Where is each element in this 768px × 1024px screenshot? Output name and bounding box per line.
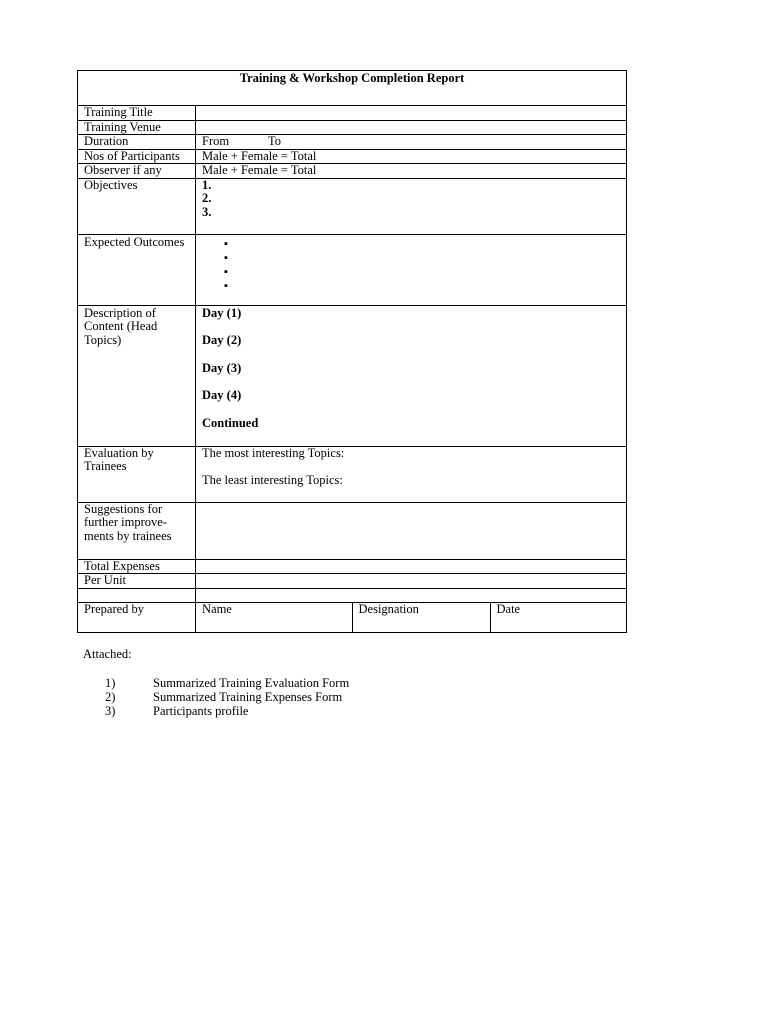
most-interesting-topics: The most interesting Topics: [202, 445, 345, 460]
bullet-icon [202, 264, 620, 278]
duration-to: To [268, 134, 282, 148]
bullet-icon [202, 236, 620, 250]
day-heading: Day (4) [202, 388, 242, 402]
bullet-icon [202, 278, 620, 292]
objective-item: 2. [202, 191, 212, 205]
name-field[interactable]: Name [196, 603, 352, 632]
suggestions-value[interactable] [196, 502, 627, 559]
description-label: Description of Content (Head Topics) [78, 305, 196, 446]
objective-item: 1. [202, 177, 212, 192]
continued-label: Continued [202, 415, 259, 430]
day-heading: Day (2) [202, 333, 242, 347]
per-unit-label: Per Unit [78, 574, 196, 589]
duration-label: Duration [78, 135, 196, 150]
least-interesting-topics: The least interesting Topics: [202, 473, 343, 487]
attached-list [105, 676, 349, 718]
prepared-by-fields [196, 602, 627, 632]
total-expenses-value[interactable] [196, 559, 627, 574]
list-item-number: 3) [105, 704, 116, 718]
completion-report-table [77, 70, 627, 633]
list-item-number: 2) [105, 690, 116, 704]
participants-label: Nos of Participants [78, 149, 196, 164]
expected-outcomes-label: Expected Outcomes [78, 234, 196, 305]
list-item [105, 704, 349, 718]
duration-value[interactable] [196, 135, 627, 150]
expected-outcomes-value[interactable] [196, 234, 627, 305]
attached-heading: Attached: [83, 647, 132, 661]
day-heading: Day (1) [202, 305, 242, 320]
list-item [105, 676, 349, 690]
list-item-text: Summarized Training Expenses Form [153, 690, 343, 704]
prepared-by-inner-table [196, 603, 626, 632]
training-venue-label: Training Venue [78, 120, 196, 135]
report-title: Training & Workshop Completion Report [78, 71, 627, 106]
training-title-value[interactable] [196, 106, 627, 121]
participants-value[interactable]: Male + Female = Total [196, 149, 627, 164]
evaluation-value[interactable] [196, 446, 627, 502]
observer-label: Observer if any [78, 164, 196, 179]
per-unit-value[interactable] [196, 574, 627, 589]
list-item-number: 1) [105, 676, 116, 690]
empty-value-cell[interactable] [196, 588, 627, 602]
suggestions-label: Suggestions for further improve-ments by trainees [78, 502, 196, 559]
training-title-label: Training Title [78, 106, 196, 121]
training-venue-value[interactable] [196, 120, 627, 135]
list-item [105, 690, 349, 704]
prepared-by-label: Prepared by [78, 602, 196, 632]
empty-label-cell [78, 588, 196, 602]
day-heading: Day (3) [202, 360, 242, 375]
date-field[interactable]: Date [496, 601, 521, 616]
observer-value[interactable]: Male + Female = Total [196, 164, 627, 179]
evaluation-label: Evaluation by Trainees [78, 446, 196, 502]
designation-field[interactable]: Designation [352, 603, 490, 632]
list-item-text: Summarized Training Evaluation Form [153, 676, 350, 690]
duration-from: From [202, 134, 230, 148]
total-expenses-label: Total Expenses [78, 559, 196, 574]
objectives-value[interactable] [196, 178, 627, 234]
objective-item: 3. [202, 204, 212, 219]
bullet-icon [202, 250, 620, 264]
list-item-text: Participants profile [153, 704, 249, 718]
description-value[interactable] [196, 305, 627, 446]
objectives-label: Objectives [78, 178, 196, 234]
